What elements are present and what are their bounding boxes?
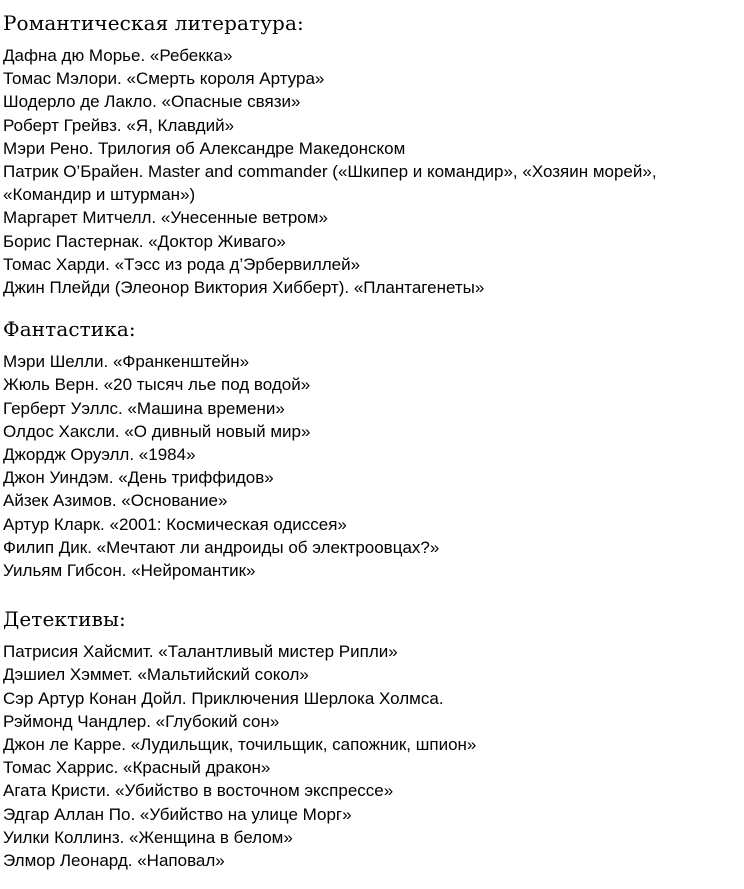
book-list-romance: [3, 44, 733, 299]
list-item: Патрисия Хайсмит. «Талантливый мистер Рипли»: [3, 642, 398, 662]
list-item: Томас Харрис. «Красный дракон»: [3, 758, 271, 778]
list-item: Сэр Артур Конан Дойл. Приключения Шерлока Холмса.: [3, 688, 444, 708]
list-item: Уильям Гибсон. «Нейромантик»: [3, 561, 256, 581]
list-item: Филип Дик. «Мечтают ли андроиды об электроовцах?»: [3, 537, 440, 557]
list-item: Шодерло де Лакло. «Опасные связи»: [3, 92, 301, 112]
list-item: Борис Пастернак. «Доктор Живаго»: [3, 231, 286, 251]
book-list-detective: [3, 640, 733, 872]
section-detective: [3, 606, 733, 872]
list-item: Уилки Коллинз. «Женщина в белом»: [3, 827, 293, 847]
document: [3, 10, 733, 889]
section-title-detective: Детективы:: [3, 607, 126, 632]
section-title-romance: Романтическая литература:: [3, 11, 304, 35]
list-item: Джон ле Карре. «Лудильщик, точильщик, сапожник, шпион»: [3, 735, 477, 755]
list-item: Артур Кларк. «2001: Космическая одиссея»: [3, 514, 347, 534]
list-item: Элмор Леонард. «Наповал»: [3, 851, 225, 871]
list-item: Эдгар Аллан По. «Убийство на улице Морг»: [3, 804, 352, 824]
list-item: Айзек Азимов. «Основание»: [3, 491, 228, 511]
book-list-scifi: [3, 350, 733, 582]
list-item: Рэймонд Чандлер. «Глубокий сон»: [3, 711, 280, 731]
list-item: Агата Кристи. «Убийство в восточном экспрессе»: [3, 781, 394, 801]
section-title-scifi: Фантастика:: [3, 317, 136, 342]
list-item: Томас Мэлори. «Смерть короля Артура»: [3, 69, 325, 89]
list-item: Джордж Оруэлл. «1984»: [3, 445, 196, 465]
section-scifi: [3, 316, 733, 582]
list-item: Томас Харди. «Тэсс из рода д’Эрбервиллей»: [3, 254, 361, 274]
list-item: Патрик О’Брайен. Master and commander («Шкипер и командир», «Хозяин морей», «Командир и штурман»): [3, 162, 657, 205]
list-item: Олдос Хаксли. «О дивный новый мир»: [3, 421, 311, 441]
list-item: Роберт Грейвз. «Я, Клавдий»: [3, 115, 235, 135]
list-item: Мэри Шелли. «Франкенштейн»: [3, 352, 250, 372]
list-item: Герберт Уэллс. «Машина времени»: [3, 398, 285, 418]
list-item: Джон Уиндэм. «День триффидов»: [3, 468, 274, 488]
list-item: Дэшиел Хэммет. «Мальтийский сокол»: [3, 665, 309, 685]
list-item: Джин Плейди (Элеонор Виктория Хибберт). «Плантагенеты»: [3, 278, 485, 298]
list-item: Маргарет Митчелл. «Унесенные ветром»: [3, 208, 328, 228]
section-romance: [3, 10, 733, 299]
list-item: Мэри Рено. Трилогия об Александре Македонском: [3, 138, 406, 158]
list-item: Дафна дю Морье. «Ребекка»: [3, 46, 233, 65]
list-item: Жюль Верн. «20 тысяч лье под водой»: [3, 375, 311, 395]
